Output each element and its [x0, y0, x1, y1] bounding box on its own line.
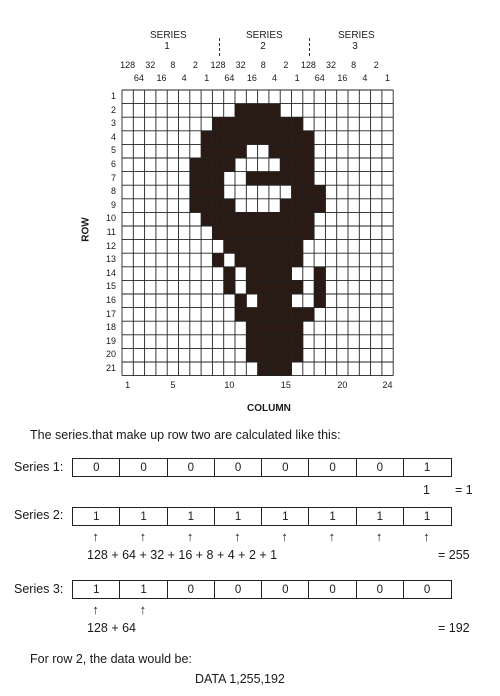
series-header-2-num: 2 — [260, 41, 266, 52]
bit-weight-bottom: 64 — [314, 73, 325, 83]
column-tick: 24 — [382, 379, 393, 390]
filled-cell — [258, 267, 270, 281]
filled-cell — [258, 172, 270, 186]
filled-cell — [246, 212, 258, 226]
row-number: 17 — [105, 308, 116, 319]
filled-cell — [201, 172, 213, 186]
bit-weight-top: 128 — [300, 60, 316, 70]
filled-cell — [303, 158, 315, 172]
series2-up-arrow-icon: ↑ — [375, 529, 383, 544]
series1-bit-box: 0 — [356, 458, 405, 477]
filled-cell — [280, 308, 292, 322]
filled-cell — [224, 280, 236, 294]
bit-weight-bottom: 4 — [362, 73, 368, 83]
series3-bit-box: 0 — [214, 580, 263, 599]
row-number: 6 — [110, 159, 116, 169]
row-number: 5 — [110, 145, 116, 156]
filled-cell — [246, 308, 258, 322]
filled-cell — [314, 294, 326, 308]
row-number: 20 — [105, 349, 116, 360]
filled-cell — [292, 172, 304, 186]
filled-cell — [280, 226, 292, 240]
series1-bit-box: 1 — [403, 458, 452, 477]
filled-cell — [292, 158, 304, 172]
filled-cell — [292, 144, 304, 158]
series2-up-arrow-icon: ↑ — [328, 529, 336, 544]
series-header-2-word: SERIES — [246, 30, 283, 41]
filled-cell — [258, 131, 270, 145]
filled-cell — [258, 226, 270, 240]
filled-cell — [303, 226, 315, 240]
filled-cell — [224, 226, 236, 240]
filled-cell — [212, 253, 224, 267]
filled-cell — [269, 335, 281, 349]
filled-cell — [258, 335, 270, 349]
row-number: 2 — [110, 104, 116, 115]
series3-equals: = 192 — [438, 621, 470, 635]
filled-cell — [224, 212, 236, 226]
series-header-3-word: SERIES — [338, 30, 375, 41]
series3-label: Series 3: — [14, 582, 64, 596]
filled-cell — [269, 280, 281, 294]
bit-weight-top: 8 — [351, 60, 357, 70]
filled-cell — [269, 240, 281, 254]
filled-cell — [292, 321, 304, 335]
series1-bit-box: 0 — [308, 458, 357, 477]
filled-cell — [280, 117, 292, 131]
filled-cell — [292, 308, 304, 322]
row-number: 4 — [110, 131, 116, 142]
filled-cell — [292, 226, 304, 240]
series2-label: Series 2: — [14, 508, 64, 522]
filled-cell — [280, 294, 292, 308]
series2-up-arrow-icon: ↑ — [92, 529, 99, 544]
filled-cell — [235, 253, 247, 267]
bit-weight-bottom: 4 — [272, 73, 278, 83]
filled-cell — [235, 212, 247, 226]
filled-cell — [201, 158, 213, 172]
filled-cell — [246, 131, 258, 145]
filled-cell — [258, 294, 270, 308]
filled-cell — [303, 185, 315, 199]
filled-cell — [280, 158, 292, 172]
bit-weight-top: 2 — [283, 60, 289, 70]
series2-bit-box: 1 — [214, 507, 263, 526]
filled-cell — [224, 199, 236, 213]
filled-cell — [190, 199, 202, 213]
filled-cell — [258, 348, 270, 362]
series3-sum: 128 + 64 — [87, 621, 137, 635]
series1-bit-box: 0 — [72, 458, 121, 477]
series1-sum: 1 — [423, 483, 430, 497]
row2-text: For row 2, the data would be: — [30, 652, 192, 666]
series2-up-arrow-icon: ↑ — [234, 529, 241, 544]
row-axis-label: ROW — [80, 217, 92, 242]
row-number: 8 — [110, 186, 116, 197]
filled-cell — [280, 321, 292, 335]
filled-cell — [269, 294, 281, 308]
filled-cell — [258, 321, 270, 335]
filled-cell — [235, 308, 247, 322]
filled-cell — [201, 199, 213, 213]
column-axis-label: COLUMN — [247, 403, 291, 414]
series2-bit-box: 1 — [72, 507, 121, 526]
filled-cell — [246, 280, 258, 294]
filled-cell — [269, 212, 281, 226]
filled-cell — [314, 267, 326, 281]
filled-cell — [212, 158, 224, 172]
filled-cell — [235, 294, 247, 308]
column-tick: 20 — [337, 379, 348, 390]
bit-weight-top: 128 — [210, 60, 226, 70]
filled-cell — [224, 117, 236, 131]
series1-bit-box: 0 — [261, 458, 310, 477]
series3-up-arrow-icon: ↑ — [92, 602, 99, 617]
bit-weight-bottom: 1 — [385, 73, 391, 83]
filled-cell — [190, 172, 202, 186]
filled-cell — [224, 158, 236, 172]
bit-weight-top: 8 — [170, 60, 176, 70]
series3-bit-box: 0 — [167, 580, 216, 599]
filled-cell — [269, 308, 281, 322]
filled-cell — [292, 253, 304, 267]
bit-weight-bottom: 64 — [133, 73, 144, 83]
filled-cell — [269, 226, 281, 240]
series2-up-arrow-icon: ↑ — [423, 529, 430, 544]
row-number: 21 — [105, 363, 116, 373]
filled-cell — [224, 144, 236, 158]
filled-cell — [269, 144, 281, 158]
filled-cell — [258, 308, 270, 322]
bit-weight-top: 128 — [120, 60, 136, 70]
series2-bit-box: 1 — [356, 507, 405, 526]
filled-cell — [314, 185, 326, 199]
filled-cell — [269, 267, 281, 281]
filled-cell — [246, 240, 258, 254]
column-tick: 1 — [125, 379, 131, 390]
series2-bit-box: 1 — [261, 507, 310, 526]
row-number: 14 — [105, 267, 116, 278]
series-header-1-word: SERIES — [150, 30, 187, 41]
filled-cell — [269, 131, 281, 145]
filled-cell — [246, 117, 258, 131]
row-number: 7 — [110, 172, 116, 183]
series3-bit-box: 1 — [72, 580, 121, 599]
filled-cell — [258, 280, 270, 294]
series2-up-arrow-icon: ↑ — [139, 529, 147, 544]
row-number: 9 — [110, 199, 116, 210]
bit-weight-top: 2 — [192, 60, 198, 70]
filled-cell — [224, 240, 236, 254]
series3-up-arrow-icon: ↑ — [139, 602, 147, 617]
filled-cell — [314, 280, 326, 294]
filled-cell — [292, 185, 304, 199]
series3-bit-box: 0 — [356, 580, 405, 599]
filled-cell — [280, 212, 292, 226]
filled-cell — [212, 117, 224, 131]
filled-cell — [280, 348, 292, 362]
filled-cell — [235, 144, 247, 158]
series2-bit-box: 1 — [167, 507, 216, 526]
filled-cell — [246, 348, 258, 362]
filled-cell — [212, 226, 224, 240]
filled-cell — [303, 131, 315, 145]
row-number: 1 — [110, 91, 116, 101]
filled-cell — [258, 253, 270, 267]
series3-bit-box: 0 — [308, 580, 357, 599]
series2-bit-box: 1 — [403, 507, 452, 526]
series-header-3-num: 3 — [352, 41, 358, 52]
filled-cell — [235, 104, 247, 118]
filled-cell — [224, 267, 236, 281]
series2-bit-box: 1 — [119, 507, 168, 526]
filled-cell — [235, 226, 247, 240]
bit-weight-bottom: 16 — [246, 73, 257, 83]
filled-cell — [246, 104, 258, 118]
filled-cell — [269, 362, 281, 376]
bit-weight-bottom: 4 — [181, 73, 187, 83]
filled-cell — [280, 335, 292, 349]
filled-cell — [201, 144, 213, 158]
filled-cell — [201, 185, 213, 199]
series1-bit-box: 0 — [214, 458, 263, 477]
filled-cell — [269, 321, 281, 335]
filled-cell — [280, 240, 292, 254]
column-tick: 10 — [224, 379, 235, 390]
row-number: 12 — [105, 240, 116, 251]
filled-cell — [269, 348, 281, 362]
filled-cell — [269, 253, 281, 267]
filled-cell — [190, 158, 202, 172]
row-number: 19 — [105, 335, 116, 346]
filled-cell — [292, 199, 304, 213]
filled-cell — [314, 199, 326, 213]
filled-cell — [246, 335, 258, 349]
bit-weight-bottom: 16 — [156, 73, 167, 83]
filled-cell — [292, 348, 304, 362]
column-tick: 5 — [170, 379, 176, 390]
series1-bit-box: 0 — [119, 458, 168, 477]
filled-cell — [269, 104, 281, 118]
filled-cell — [212, 212, 224, 226]
filled-cell — [258, 104, 270, 118]
filled-cell — [280, 144, 292, 158]
filled-cell — [303, 308, 315, 322]
filled-cell — [280, 199, 292, 213]
filled-cell — [246, 226, 258, 240]
filled-cell — [246, 172, 258, 186]
row-number: 16 — [105, 295, 116, 305]
row-number: 15 — [105, 281, 116, 292]
series2-sum: 128 + 64 + 32 + 16 + 8 + 4 + 2 + 1 — [87, 548, 278, 562]
bit-weight-bottom: 16 — [337, 73, 348, 83]
filled-cell — [190, 185, 202, 199]
filled-cell — [258, 362, 270, 376]
bit-weight-top: 32 — [326, 60, 337, 70]
filled-cell — [212, 144, 224, 158]
filled-cell — [303, 144, 315, 158]
filled-cell — [212, 131, 224, 145]
filled-cell — [212, 199, 224, 213]
filled-cell — [212, 172, 224, 186]
filled-cell — [292, 240, 304, 254]
filled-cell — [292, 335, 304, 349]
filled-cell — [258, 117, 270, 131]
series1-label: Series 1: — [14, 460, 64, 474]
bit-weight-bottom: 1 — [294, 73, 300, 83]
series3-bit-box: 0 — [403, 580, 452, 599]
bit-weight-top: 32 — [235, 60, 246, 70]
filled-cell — [235, 131, 247, 145]
filled-cell — [224, 131, 236, 145]
intro-text: The series.that make up row two are calculated like this: — [30, 428, 341, 442]
series3-bit-box: 0 — [261, 580, 310, 599]
filled-cell — [280, 131, 292, 145]
bit-weight-top: 8 — [260, 60, 266, 70]
filled-cell — [292, 131, 304, 145]
row-number: 18 — [105, 322, 116, 333]
bit-weight-bottom: 1 — [204, 73, 210, 83]
bit-weight-top: 2 — [373, 60, 379, 70]
filled-cell — [258, 212, 270, 226]
data-statement: DATA 1,255,192 — [195, 672, 285, 686]
filled-cell — [201, 131, 213, 145]
row-number: 10 — [105, 213, 116, 224]
filled-cell — [201, 212, 213, 226]
series3-bit-box: 1 — [119, 580, 168, 599]
bit-weight-top: 32 — [145, 60, 156, 70]
filled-cell — [303, 212, 315, 226]
series1-equals: = 1 — [455, 483, 473, 497]
filled-cell — [303, 199, 315, 213]
row-number: 11 — [106, 227, 116, 237]
series2-equals: = 255 — [438, 548, 470, 562]
filled-cell — [280, 280, 292, 294]
filled-cell — [280, 253, 292, 267]
filled-cell — [280, 172, 292, 186]
filled-cell — [246, 253, 258, 267]
column-tick: 15 — [280, 379, 291, 390]
filled-cell — [269, 117, 281, 131]
series-header-1-num: 1 — [164, 41, 170, 52]
filled-cell — [303, 172, 315, 186]
filled-cell — [246, 267, 258, 281]
row-number: 3 — [110, 118, 116, 129]
filled-cell — [269, 172, 281, 186]
filled-cell — [292, 212, 304, 226]
filled-cell — [235, 240, 247, 254]
filled-cell — [246, 321, 258, 335]
filled-cell — [235, 117, 247, 131]
series2-up-arrow-icon: ↑ — [281, 529, 288, 544]
filled-cell — [280, 362, 292, 376]
series1-bit-box: 0 — [167, 458, 216, 477]
filled-cell — [280, 267, 292, 281]
filled-cell — [292, 117, 304, 131]
series2-bit-box: 1 — [308, 507, 357, 526]
bit-weight-bottom: 64 — [224, 73, 235, 83]
filled-cell — [212, 185, 224, 199]
filled-cell — [292, 280, 304, 294]
filled-cell — [258, 240, 270, 254]
row-number: 13 — [105, 254, 116, 265]
series2-up-arrow-icon: ↑ — [186, 529, 194, 544]
